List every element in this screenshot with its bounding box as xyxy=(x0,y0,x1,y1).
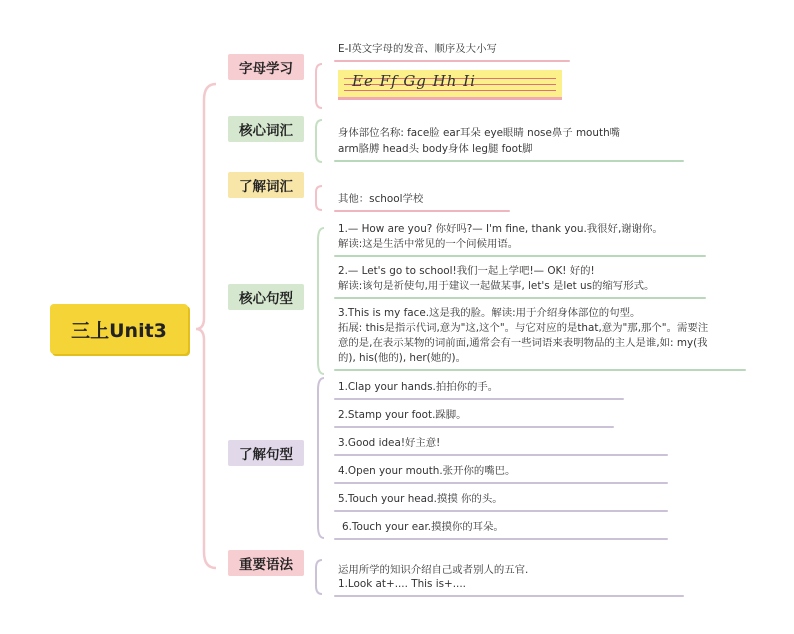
underline xyxy=(334,297,706,299)
underline xyxy=(334,398,624,400)
brace-core-vocab xyxy=(316,120,322,162)
extra-sentence-2: 2.Stamp your foot.跺脚。 xyxy=(338,409,467,421)
extra-vocab-line-1: 其他：school学校 xyxy=(338,193,424,205)
core-sentence-2-line-2: 解读:该句是祈使句,用于建议一起做某事, let's 是let us的缩写形式。 xyxy=(338,280,655,292)
extra-sentence-1: 1.Clap your hands.拍拍你的手。 xyxy=(338,381,499,393)
underline xyxy=(334,369,746,371)
underline xyxy=(334,595,684,597)
underline xyxy=(334,426,614,428)
core-sentence-3-line-1: 3.This is my face.这是我的脸。解读:用于介绍身体部位的句型。 xyxy=(338,307,641,319)
core-vocab-line-2: arm胳膊 head头 body身体 leg腿 foot脚 xyxy=(338,143,533,155)
underline xyxy=(334,60,570,62)
core-sentence-1-line-2: 解读:这是生活中常见的一个问候用语。 xyxy=(338,238,519,250)
brace-extra-sentences xyxy=(318,378,324,538)
core-sentence-2-line-1: 2.— Let's go to school!我们一起上学吧!— OK! 好的! xyxy=(338,265,595,277)
core-vocab-line-1: 身体部位名称: face脸 ear耳朵 eye眼睛 nose鼻子 mouth嘴 xyxy=(338,127,621,139)
category-core-vocab[interactable]: 核心词汇 xyxy=(228,116,304,142)
letters-description: E-I英文字母的发音、顺序及大小写 xyxy=(338,43,497,55)
underline xyxy=(334,255,706,257)
brace-extra-vocab xyxy=(316,186,322,210)
underline xyxy=(334,538,668,540)
core-sentence-3-line-2: 拓展: this是指示代词,意为"这,这个"。与它对应的是that,意为"那,那个"。需要注 xyxy=(338,322,709,334)
underline xyxy=(334,160,684,162)
grammar-line-2: 1.Look at+.... This is+.... xyxy=(338,578,466,590)
underline xyxy=(334,210,510,212)
core-sentence-1-line-1: 1.— How are you? 你好吗?— I'm fine, thank you.我很好,谢谢你。 xyxy=(338,223,663,235)
grammar-line-1: 运用所学的知识介绍自己或者别人的五官. xyxy=(338,564,529,576)
brace-grammar xyxy=(316,560,322,594)
letters-glyphs: Ee Ff Gg Hh Ii xyxy=(352,72,476,90)
extra-sentence-6: 6.Touch your ear.摸摸你的耳朵。 xyxy=(342,521,504,533)
brace-letters xyxy=(316,64,322,108)
category-letters[interactable]: 字母学习 xyxy=(228,54,304,80)
core-sentence-3-line-4: 的), his(他的), her(她的)。 xyxy=(338,352,466,364)
core-sentence-3-line-3: 意的是,在表示某物的词前面,通常会有一些词语来表明物品的主人是谁,如: my(我 xyxy=(338,337,708,349)
root-node[interactable]: 三上Unit3 xyxy=(50,304,188,354)
letters-handwriting-box xyxy=(338,70,562,100)
underline xyxy=(334,454,668,456)
extra-sentence-4: 4.Open your mouth.张开你的嘴巴。 xyxy=(338,465,516,477)
category-extra-sentences[interactable]: 了解句型 xyxy=(228,440,304,466)
extra-sentence-3: 3.Good idea!好主意! xyxy=(338,437,441,449)
underline xyxy=(334,510,668,512)
category-core-sentences[interactable]: 核心句型 xyxy=(228,284,304,310)
category-grammar[interactable]: 重要语法 xyxy=(228,550,304,576)
brace-core-sentences xyxy=(318,228,324,374)
extra-sentence-5: 5.Touch your head.摸摸 你的头。 xyxy=(338,493,503,505)
underline xyxy=(334,482,668,484)
root-bracket xyxy=(196,84,216,568)
category-extra-vocab[interactable]: 了解词汇 xyxy=(228,172,304,198)
